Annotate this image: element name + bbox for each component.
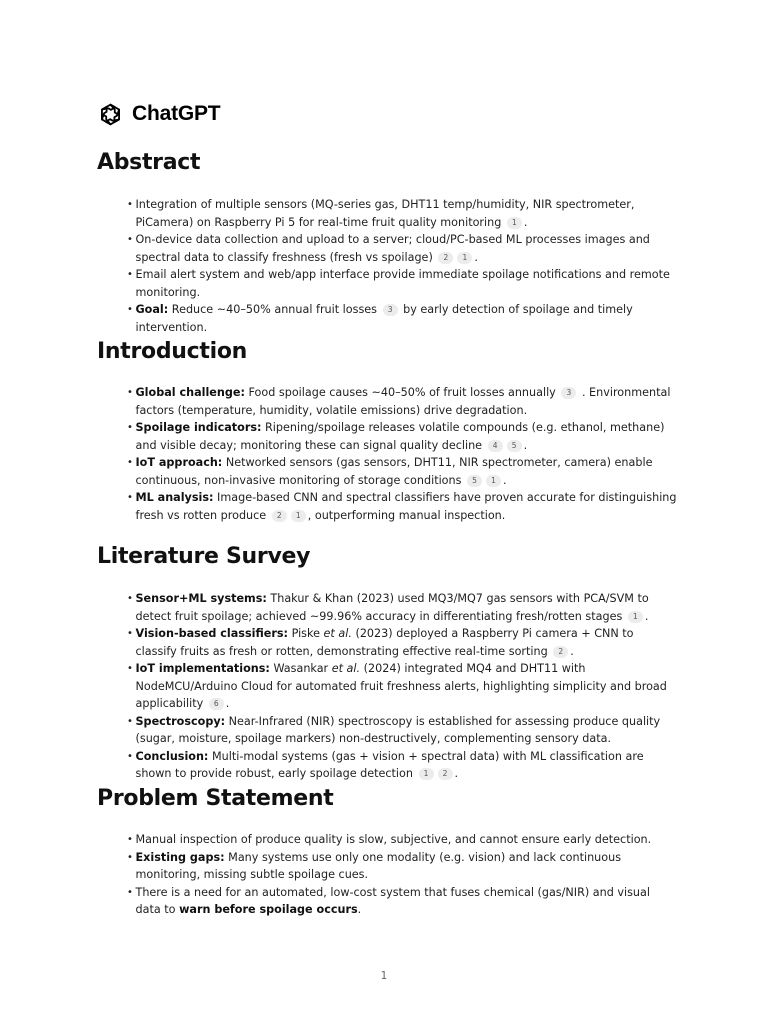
item-text-end: .: [570, 644, 574, 658]
item-label: Sensor+ML systems:: [135, 592, 267, 605]
item-text-end: .: [503, 473, 507, 487]
section-heading-problem: Problem Statement: [97, 786, 334, 811]
section-heading-literature: Literature Survey: [97, 544, 311, 569]
list-item: [127, 831, 677, 849]
item-text-end: .: [523, 438, 528, 452]
list-item: [127, 419, 677, 454]
item-label: Existing gaps:: [135, 850, 225, 864]
item-emphasis: warn before spoilage occurs: [179, 903, 358, 916]
list-item: [127, 231, 677, 266]
brand-name: ChatGPT: [132, 102, 221, 125]
item-text-end: .: [225, 697, 230, 710]
citation-badge[interactable]: 5: [467, 475, 482, 487]
item-text: Piske: [291, 627, 320, 640]
citation-badge[interactable]: 1: [486, 475, 501, 487]
list-item: [127, 748, 677, 783]
item-text: Integration of multiple sensors (MQ-series gas, DHT11 temp/humidity, NIR spectrometer, PiCamera) on Raspberry Pi 5 for real-time fruit quality monitoring: [135, 198, 635, 229]
item-label: Global challenge:: [135, 386, 245, 399]
citation-badge[interactable]: 4: [488, 440, 503, 452]
list-item: [127, 713, 677, 748]
citation-badge[interactable]: 2: [272, 510, 287, 522]
item-label: Conclusion:: [135, 749, 209, 763]
list-item: [127, 884, 677, 919]
citation-badge[interactable]: 1: [628, 611, 643, 623]
item-text-end: . Environmental factors (temperature, humidity, volatile emissions) drive degradation.: [135, 386, 671, 417]
citation-badge[interactable]: 1: [419, 768, 434, 780]
item-text-end: , outperforming manual inspection.: [307, 508, 506, 522]
item-text-end: .: [454, 767, 459, 780]
item-label: ML analysis:: [135, 491, 214, 504]
citation-badge[interactable]: 2: [438, 768, 453, 780]
list-item: [127, 196, 677, 231]
et-al-text: et al.: [323, 627, 352, 640]
item-text: (2023) deployed a Raspberry Pi camera + CNN to classify fruits as fresh or rotten, demonstrating effective real-time sorting: [135, 627, 634, 658]
citation-badge[interactable]: 1: [291, 510, 306, 522]
item-text: Reduce ~40–50% annual fruit losses: [171, 303, 378, 316]
citation-badge[interactable]: 2: [438, 252, 453, 264]
abstract-list: [127, 196, 677, 336]
item-text: Wasankar: [273, 662, 329, 675]
problem-list: [127, 831, 677, 919]
item-text-end: .: [523, 215, 528, 229]
list-item: [127, 384, 677, 419]
item-label: Vision-based classifiers:: [135, 627, 288, 640]
list-item: [127, 266, 677, 301]
section-heading-abstract: Abstract: [97, 150, 201, 175]
item-text-end: .: [474, 250, 478, 264]
citation-badge[interactable]: 5: [507, 440, 522, 452]
item-text-end: by early detection of spoilage and timely intervention.: [135, 303, 633, 334]
citation-badge[interactable]: 3: [561, 387, 576, 399]
item-text: Image-based CNN and spectral classifiers have proven accurate for distinguishing fresh vs rotten produce: [135, 491, 677, 522]
literature-list: [127, 590, 677, 783]
item-text: Food spoilage causes ~40–50% of fruit losses annually: [248, 386, 556, 399]
item-label: IoT approach:: [135, 456, 223, 469]
list-item: [127, 454, 677, 489]
citation-badge[interactable]: 1: [457, 252, 472, 264]
item-label: Spoilage indicators:: [135, 421, 262, 434]
citation-badge[interactable]: 1: [507, 217, 522, 229]
item-label: Goal:: [135, 303, 169, 316]
citation-badge[interactable]: 3: [383, 304, 398, 316]
item-text: (2024) integrated MQ4 and DHT11 with NodeMCU/Arduino Cloud for automated fruit freshness alerts, highlighting simplicity and broad applicability: [135, 662, 667, 710]
list-item: [127, 660, 677, 713]
item-text: Email alert system and web/app interface provide immediate spoilage notifications and remote monitoring.: [135, 268, 670, 299]
item-label: Spectroscopy:: [135, 714, 226, 728]
et-al-text: et al.: [331, 662, 361, 675]
item-text: Multi-modal systems (gas + vision + spectral data) with ML classification are shown to provide robust, early spoilage detection: [135, 749, 644, 780]
citation-badge[interactable]: 2: [553, 646, 568, 658]
introduction-list: [127, 384, 677, 524]
citation-badge[interactable]: 6: [209, 698, 224, 710]
item-text: Networked sensors (gas sensors, DHT11, NIR spectrometer, camera) enable continuous, non-invasive monitoring of storage conditions: [135, 456, 653, 487]
list-item: [127, 301, 677, 336]
page-number: 1: [380, 970, 388, 982]
item-text: On-device data collection and upload to a server; cloud/PC-based ML processes images and spectral data to classify freshness (fresh vs spoilage): [135, 233, 650, 264]
item-text: Many systems use only one modality (e.g. vision) and lack continuous monitoring, missing subtle spoilage cues.: [135, 850, 622, 881]
list-item: [127, 489, 677, 524]
list-item: [127, 590, 677, 625]
item-text-end: .: [644, 609, 649, 623]
item-text: Thakur & Khan (2023) used MQ3/MQ7 gas sensors with PCA/SVM to detect fruit spoilage; achieved ~99.96% accuracy in differentiating fresh/rotten stages: [135, 592, 649, 623]
item-text: There is a need for an automated, low-cost system that fuses chemical (gas/NIR) and visual data to: [135, 885, 650, 916]
list-item: [127, 625, 677, 660]
brand-header: [97, 99, 220, 129]
item-label: IoT implementations:: [135, 662, 270, 675]
item-text: Near-Infrared (NIR) spectroscopy is established for assessing produce quality (sugar, moisture, spoilage markers) non-destructively, complementing sensory data.: [135, 714, 661, 745]
openai-logo-icon: [97, 101, 124, 128]
section-heading-introduction: Introduction: [97, 339, 248, 364]
list-item: [127, 849, 677, 884]
item-text-end: .: [357, 903, 362, 916]
item-text: Manual inspection of produce quality is slow, subjective, and cannot ensure early detection.: [135, 833, 652, 846]
item-text: Ripening/spoilage releases volatile compounds (e.g. ethanol, methane) and visible decay; monitoring these can signal quality decline: [135, 421, 665, 452]
